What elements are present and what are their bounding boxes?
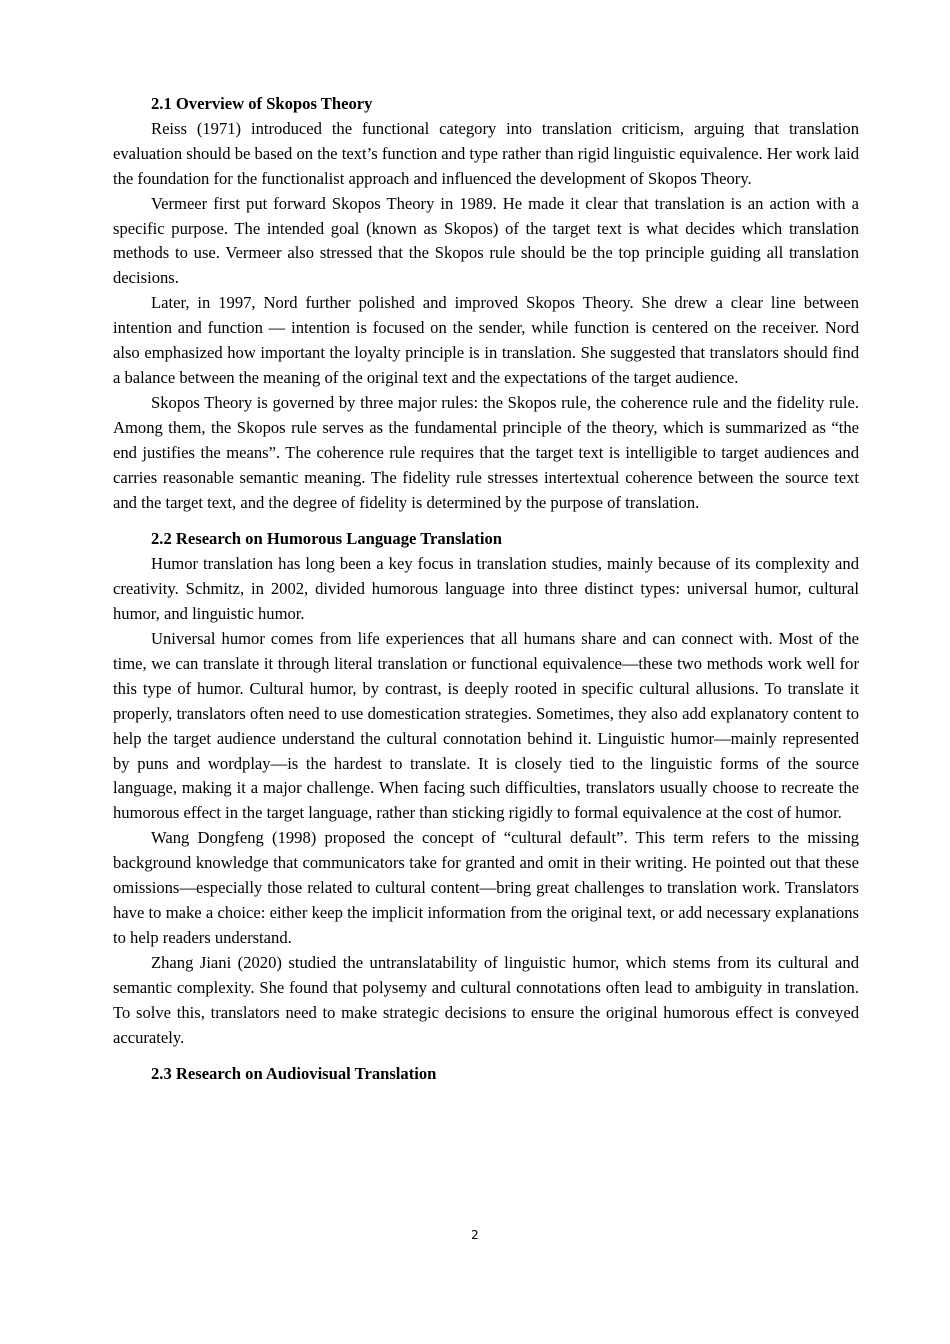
paragraph: Later, in 1997, Nord further polished and improved Skopos Theory. She drew a clear line between intention and function — intention is focused on the sender, while function is centered on the receiver. Nord also emphasized how important the loyalty principle is in translation. She suggested that translators should find a balance between the meaning of the original text and the expectations of the target audience.	[113, 293, 859, 387]
page-body	[113, 92, 859, 1087]
paragraph: Zhang Jiani (2020) studied the untranslatability of linguistic humor, which stems from its cultural and semantic complexity. She found that polysemy and cultural connotations often lead to ambiguity in translation. To solve this, translators need to make strategic decisions to ensure the original humorous effect is conveyed accurately.	[113, 952, 859, 1047]
paragraph: Reiss (1971) introduced the functional category into translation criticism, arguing that translation evaluation should be based on the text’s function and type rather than rigid linguistic equivalence. Her work laid the foundation for the functionalist approach and influenced the development of Skopos Theory.	[113, 118, 859, 188]
paragraph: Universal humor comes from life experiences that all humans share and can connect with. Most of the time, we can translate it through literal translation or functional equivalence—these two methods work well for this type of humor. Cultural humor, by contrast, is deeply rooted in specific cultural allusions. To translate it properly, translators often need to use domestication strategies. Sometimes, they also add explanatory content to help the target audience understand the cultural connotation behind it. Linguistic humor—mainly represented by puns and wordplay—is the hardest to translate. It is closely tied to the linguistic forms of the source language, making it a major challenge. When facing such difficulties, translators usually choose to recreate the humorous effect in the target language, rather than sticking rigidly to formal equivalence at the cost of humor.	[113, 629, 859, 823]
section-heading-2-2: 2.2 Research on Humorous Language Translation	[151, 529, 502, 549]
section-spacer	[113, 1050, 859, 1062]
section-spacer	[113, 515, 859, 527]
paragraph: Vermeer first put forward Skopos Theory in 1989. He made it clear that translation is an action with a specific purpose. The intended goal (known as Skopos) of the target text is what decides which translation methods to use. Vermeer also stressed that the Skopos rule should be the top principle guiding all translation decisions.	[113, 193, 859, 288]
paragraph: Wang Dongfeng (1998) proposed the concept of “cultural default”. This term refers to the missing background knowledge that communicators take for granted and omit in their writing. He pointed out that these omissions—especially those related to cultural content—bring great challenges to translation work. Translators have to make a choice: either keep the implicit information from the original text, or add necessary explanations to help readers understand.	[113, 828, 859, 947]
paragraph: Humor translation has long been a key focus in translation studies, mainly because of its complexity and creativity. Schmitz, in 2002, divided humorous language into three distinct types: universal humor, cultural humor, and linguistic humor.	[113, 554, 859, 624]
section-heading-2-3: 2.3 Research on Audiovisual Translation	[151, 1064, 437, 1084]
paragraph: Skopos Theory is governed by three major rules: the Skopos rule, the coherence rule and the fidelity rule. Among them, the Skopos rule serves as the fundamental principle of the theory, which is summarized as “the end justifies the means”. The coherence rule requires that the target text is intelligible to target audiences and carries reasonable semantic meaning. The fidelity rule stresses intertextual coherence between the source text and the target text, and the degree of fidelity is determined by the purpose of translation.	[113, 392, 859, 512]
page-number: 2	[471, 1228, 479, 1242]
section-heading-2-1: 2.1 Overview of Skopos Theory	[151, 94, 373, 113]
